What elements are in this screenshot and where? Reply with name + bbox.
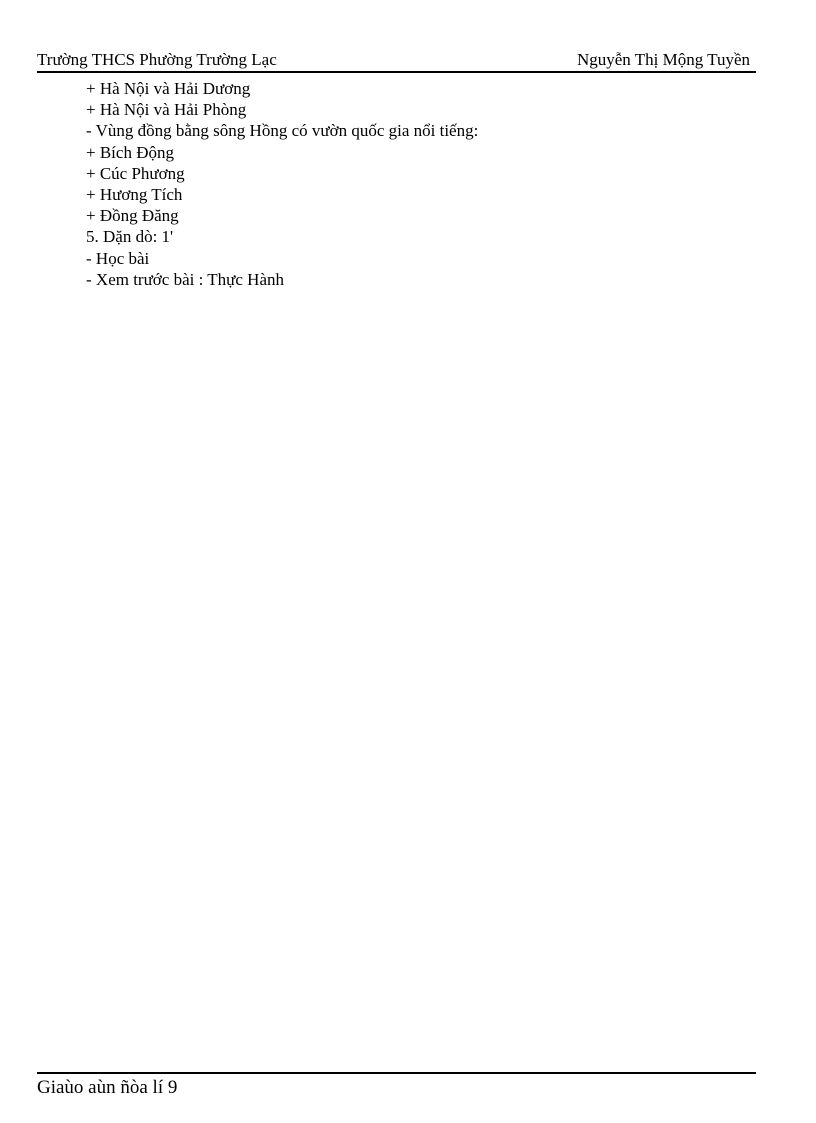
- school-name: Trường THCS Phường Trường Lạc: [37, 50, 277, 69]
- question-national-park: - Vùng đồng bằng sông Hồng có vườn quốc gia nổi tiếng:: [86, 121, 479, 141]
- answer-option-dong-dang: + Đồng Đăng: [86, 206, 179, 226]
- homework-item-study: - Học bài: [86, 248, 150, 268]
- lesson-body: [86, 78, 478, 290]
- footer-rule: [37, 1072, 756, 1074]
- section-homework-heading: 5. Dặn dò: 1': [86, 227, 174, 247]
- answer-option-cuc-phuong: + Cúc Phương: [86, 163, 185, 183]
- page-header: [37, 49, 756, 73]
- answer-option-hai-duong: + Hà Nội và Hải Dương: [86, 79, 251, 98]
- answer-option-hai-phong: + Hà Nội và Hải Phòng: [86, 100, 247, 120]
- answer-option-huong-tich: + Hương Tích: [86, 185, 183, 205]
- answer-option-bich-dong: + Bích Động: [86, 142, 174, 162]
- homework-item-preview: - Xem trước bài : Thực Hành: [86, 269, 284, 289]
- footer-title: Giaùo aùn ñòa lí 9: [37, 1077, 178, 1098]
- teacher-name: Nguyễn Thị Mộng Tuyền: [576, 50, 750, 69]
